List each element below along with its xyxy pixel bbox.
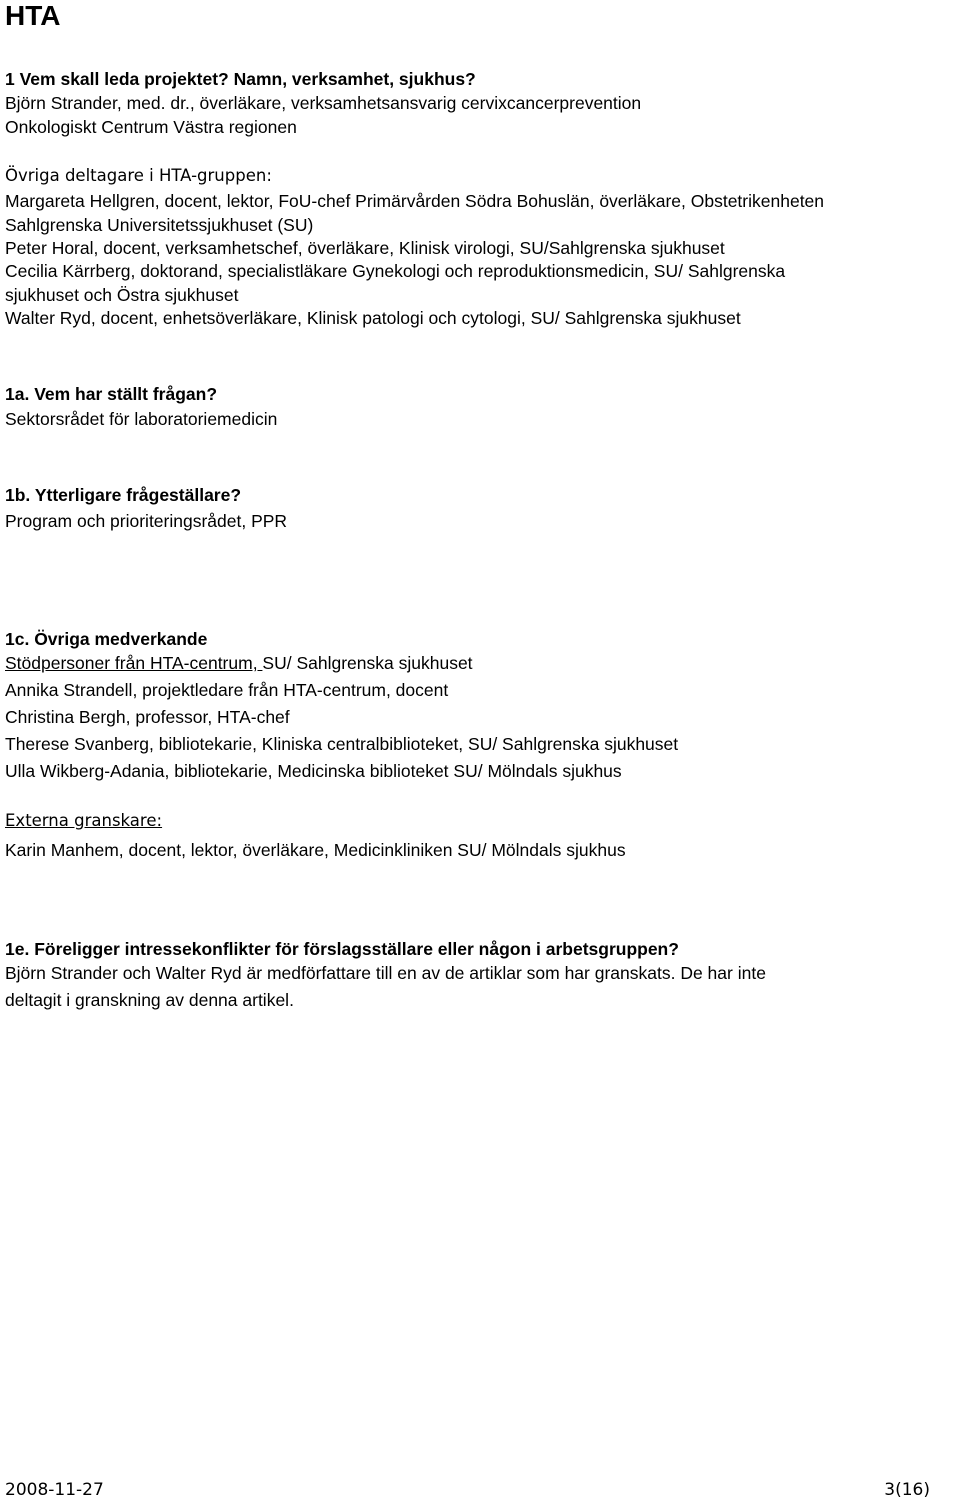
external-reviewer-line: Karin Manhem, docent, lektor, överläkare, Medicinkliniken SU/ Mölndals sjukhus [5,840,626,860]
contributor-line: Annika Strandell, projektledare från HTA-centrum, docent [5,680,449,700]
footer-page-number: 3(16) [884,1480,930,1500]
support-persons-line [5,653,473,674]
participant-line: Peter Horal, docent, verksamhetschef, överläkare, Klinisk virologi, SU/Sahlgrenska sjukhuset [5,238,725,258]
question-1-answer-line-2: Onkologiskt Centrum Västra regionen [5,117,297,137]
question-1e-answer-line-2: deltagit i granskning av denna artikel. [5,990,294,1010]
question-1b-heading: 1b. Ytterligare frågeställare? [5,485,242,505]
participant-line: Walter Ryd, docent, enhetsöverläkare, Klinisk patologi och cytologi, SU/ Sahlgrenska sjukhuset [5,308,741,328]
contributor-line: Christina Bergh, professor, HTA-chef [5,707,290,727]
document-title: HTA [5,0,61,31]
question-1b-answer: Program och prioriteringsrådet, PPR [5,511,288,531]
question-1e-answer-line-1: Björn Strander och Walter Ryd är medförfattare till en av de artiklar som har granskats. De har inte [5,963,766,983]
footer-date: 2008-11-27 [5,1480,104,1500]
support-persons-label: Stödpersoner från HTA-centrum, [5,653,263,673]
other-participants-heading: Övriga deltagare i HTA-gruppen: [5,166,272,185]
question-1a-answer: Sektorsrådet för laboratoriemedicin [5,409,278,429]
question-1-heading: 1 Vem skall leda projektet? Namn, verksamhet, sjukhus? [5,69,476,89]
question-1a-heading: 1a. Vem har ställt frågan? [5,384,218,404]
external-reviewers-heading: Externa granskare: [5,811,163,830]
support-persons-affiliation: SU/ Sahlgrenska sjukhuset [262,653,473,673]
participant-line: Cecilia Kärrberg, doktorand, specialistläkare Gynekologi och reproduktionsmedicin, SU/ Sahlgrenska [5,261,786,281]
contributor-line: Ulla Wikberg-Adania, bibliotekarie, Medicinska biblioteket SU/ Mölndals sjukhus [5,761,622,781]
participant-line: Sahlgrenska Universitetssjukhuset (SU) [5,215,314,235]
contributor-line: Therese Svanberg, bibliotekarie, Kliniska centralbiblioteket, SU/ Sahlgrenska sjukhuset [5,734,679,754]
participant-line: sjukhuset och Östra sjukhuset [5,285,239,305]
question-1e-heading: 1e. Föreligger intressekonflikter för förslagsställare eller någon i arbetsgruppen? [5,939,679,959]
question-1c-heading: 1c. Övriga medverkande [5,629,208,649]
participant-line: Margareta Hellgren, docent, lektor, FoU-chef Primärvården Södra Bohuslän, överläkare, Obstetrikenheten [5,191,825,211]
question-1-answer-line-1: Björn Strander, med. dr., överläkare, verksamhetsansvarig cervixcancerprevention [5,93,642,113]
